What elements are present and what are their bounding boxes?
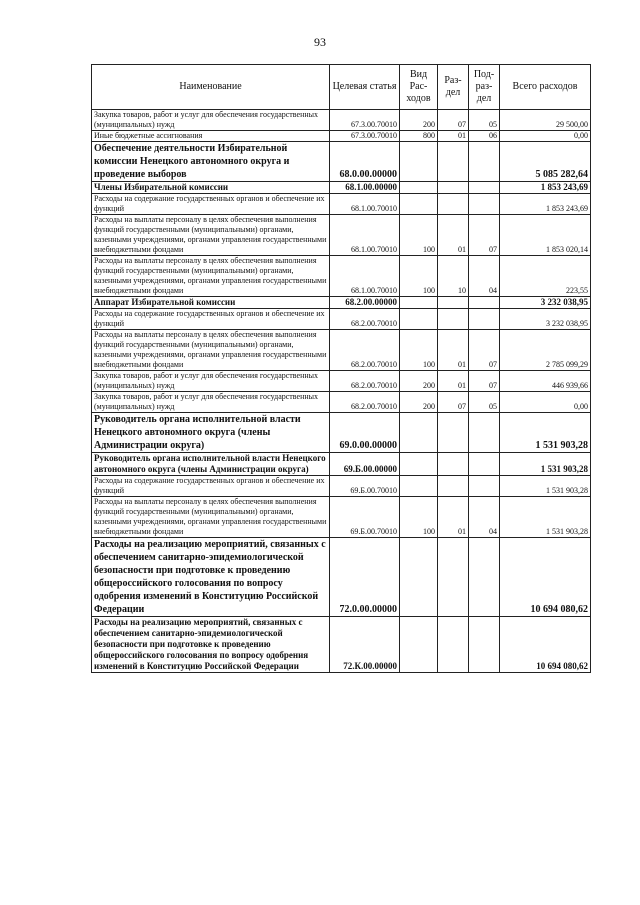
row-section-cell (438, 182, 469, 194)
row-subsection-cell (469, 182, 500, 194)
row-section-cell: 10 (438, 256, 469, 297)
row-expense-type-cell (400, 453, 438, 476)
table-row (92, 194, 591, 215)
row-amount-cell: 446 939,66 (500, 371, 591, 392)
row-expense-type-cell: 200 (400, 392, 438, 413)
row-subsection-cell: 04 (469, 256, 500, 297)
budget-table (91, 64, 591, 673)
row-name-cell: Иные бюджетные ассигнования (92, 131, 330, 142)
table-row (92, 497, 591, 538)
table-row (92, 297, 591, 309)
row-amount-cell: 1 531 903,28 (500, 476, 591, 497)
row-subsection-cell (469, 476, 500, 497)
row-expense-type-cell (400, 142, 438, 182)
row-expense-type-cell: 800 (400, 131, 438, 142)
row-expense-type-cell: 100 (400, 256, 438, 297)
row-subsection-cell: 06 (469, 131, 500, 142)
row-section-cell (438, 142, 469, 182)
row-name-cell: Закупка товаров, работ и услуг для обеспечения государственных (муниципальных) нужд (92, 371, 330, 392)
table-body (92, 110, 591, 673)
row-amount-cell: 3 232 038,95 (500, 309, 591, 330)
row-section-cell: 07 (438, 392, 469, 413)
row-target-article-cell: 67.3.00.70010 (330, 131, 400, 142)
row-subsection-cell: 07 (469, 330, 500, 371)
row-expense-type-cell (400, 538, 438, 617)
row-name-cell: Закупка товаров, работ и услуг для обеспечения государственных (муниципальных) нужд (92, 110, 330, 131)
row-subsection-cell (469, 413, 500, 453)
row-expense-type-cell: 100 (400, 330, 438, 371)
row-target-article-cell: 69.Б.00.70010 (330, 497, 400, 538)
header-target-article: Целевая статья (330, 65, 400, 110)
table-row (92, 538, 591, 617)
row-name-cell: Закупка товаров, работ и услуг для обеспечения государственных (муниципальных) нужд (92, 392, 330, 413)
row-amount-cell: 1 531 903,28 (500, 413, 591, 453)
row-name-cell: Аппарат Избирательной комиссии (92, 297, 330, 309)
table-row (92, 371, 591, 392)
row-section-cell: 07 (438, 110, 469, 131)
row-target-article-cell: 68.1.00.70010 (330, 194, 400, 215)
table-row (92, 413, 591, 453)
row-target-article-cell: 69.Б.00.70010 (330, 476, 400, 497)
header-total-expenses: Всего расходов (500, 65, 591, 110)
row-section-cell (438, 297, 469, 309)
row-amount-cell: 223,55 (500, 256, 591, 297)
row-expense-type-cell: 200 (400, 371, 438, 392)
row-amount-cell: 0,00 (500, 392, 591, 413)
row-subsection-cell (469, 194, 500, 215)
row-name-cell: Члены Избирательной комиссии (92, 182, 330, 194)
row-expense-type-cell (400, 476, 438, 497)
row-subsection-cell (469, 142, 500, 182)
row-amount-cell: 1 853 243,69 (500, 194, 591, 215)
header-expense-type: Вид Рас- ходов (400, 65, 438, 110)
row-section-cell (438, 476, 469, 497)
row-subsection-cell: 07 (469, 215, 500, 256)
row-expense-type-cell (400, 194, 438, 215)
row-name-cell: Расходы на выплаты персоналу в целях обеспечения выполнения функций государственными (муниципальными) органами, казенными учреждениями, органами управления государственными внебюджетными фондами (92, 497, 330, 538)
row-expense-type-cell: 200 (400, 110, 438, 131)
table-row (92, 330, 591, 371)
row-target-article-cell: 68.2.00.70010 (330, 371, 400, 392)
row-section-cell (438, 413, 469, 453)
row-target-article-cell: 72.К.00.00000 (330, 617, 400, 673)
row-subsection-cell (469, 453, 500, 476)
row-subsection-cell: 04 (469, 497, 500, 538)
row-section-cell (438, 617, 469, 673)
row-section-cell: 01 (438, 371, 469, 392)
page-number: 93 (314, 35, 326, 49)
table-row (92, 392, 591, 413)
table-row (92, 142, 591, 182)
row-subsection-cell (469, 538, 500, 617)
table-row (92, 131, 591, 142)
row-amount-cell: 1 853 020,14 (500, 215, 591, 256)
row-subsection-cell (469, 617, 500, 673)
row-target-article-cell: 69.0.00.00000 (330, 413, 400, 453)
header-section: Раз- дел (438, 65, 469, 110)
row-subsection-cell: 05 (469, 392, 500, 413)
row-name-cell: Обеспечение деятельности Избирательной комиссии Ненецкого автономного округа и проведение выборов (92, 142, 330, 182)
row-amount-cell: 1 531 903,28 (500, 453, 591, 476)
row-name-cell: Расходы на выплаты персоналу в целях обеспечения выполнения функций государственными (муниципальными) органами, казенными учреждениями, органами управления государственными внебюджетными фондами (92, 215, 330, 256)
row-target-article-cell: 68.1.00.70010 (330, 215, 400, 256)
row-amount-cell: 10 694 080,62 (500, 617, 591, 673)
table-row (92, 453, 591, 476)
row-subsection-cell (469, 309, 500, 330)
row-amount-cell: 2 785 099,29 (500, 330, 591, 371)
row-expense-type-cell (400, 413, 438, 453)
row-section-cell (438, 309, 469, 330)
row-expense-type-cell (400, 617, 438, 673)
row-name-cell: Расходы на содержание государственных органов и обеспечение их функций (92, 194, 330, 215)
row-amount-cell: 0,00 (500, 131, 591, 142)
table-row (92, 617, 591, 673)
row-section-cell: 01 (438, 215, 469, 256)
row-name-cell: Расходы на выплаты персоналу в целях обеспечения выполнения функций государственными (муниципальными) органами, казенными учреждениями, органами управления государственными внебюджетными фондами (92, 330, 330, 371)
row-name-cell: Расходы на содержание государственных органов и обеспечение их функций (92, 476, 330, 497)
row-name-cell: Расходы на реализацию мероприятий, связанных с обеспечением санитарно-эпидемиологической безопасности при подготовке к проведению общероссийского голосования по вопросу одобрения изменений в Конституцию Российской Федерации (92, 538, 330, 617)
row-name-cell: Расходы на выплаты персоналу в целях обеспечения выполнения функций государственными (муниципальными) органами, казенными учреждениями, органами управления государственными внебюджетными фондами (92, 256, 330, 297)
row-target-article-cell: 68.1.00.00000 (330, 182, 400, 194)
row-target-article-cell: 67.3.00.70010 (330, 110, 400, 131)
row-target-article-cell: 68.0.00.00000 (330, 142, 400, 182)
row-amount-cell: 1 853 243,69 (500, 182, 591, 194)
row-target-article-cell: 68.2.00.70010 (330, 309, 400, 330)
row-section-cell (438, 538, 469, 617)
table-header-row (92, 65, 591, 110)
row-section-cell (438, 194, 469, 215)
row-section-cell: 01 (438, 131, 469, 142)
row-subsection-cell (469, 297, 500, 309)
header-subsection: Под- раз- дел (469, 65, 500, 110)
row-target-article-cell: 68.2.00.70010 (330, 392, 400, 413)
row-target-article-cell: 72.0.00.00000 (330, 538, 400, 617)
row-target-article-cell: 68.2.00.70010 (330, 330, 400, 371)
row-expense-type-cell (400, 309, 438, 330)
row-amount-cell: 5 085 282,64 (500, 142, 591, 182)
row-target-article-cell: 69.Б.00.00000 (330, 453, 400, 476)
row-target-article-cell: 68.1.00.70010 (330, 256, 400, 297)
row-amount-cell: 29 500,00 (500, 110, 591, 131)
row-name-cell: Расходы на реализацию мероприятий, связанных с обеспечением санитарно-эпидемиологической безопасности при подготовке к проведению общероссийского голосования по вопросу одобрения изменений в Конституцию Российской Федерации (92, 617, 330, 673)
row-section-cell: 01 (438, 330, 469, 371)
row-section-cell: 01 (438, 497, 469, 538)
row-name-cell: Руководитель органа исполнительной власти Ненецкого автономного округа (члены Администрации округа) (92, 453, 330, 476)
row-expense-type-cell: 100 (400, 497, 438, 538)
table-row (92, 110, 591, 131)
row-subsection-cell: 07 (469, 371, 500, 392)
row-expense-type-cell (400, 297, 438, 309)
table-row (92, 309, 591, 330)
row-amount-cell: 10 694 080,62 (500, 538, 591, 617)
row-amount-cell: 1 531 903,28 (500, 497, 591, 538)
row-amount-cell: 3 232 038,95 (500, 297, 591, 309)
row-target-article-cell: 68.2.00.00000 (330, 297, 400, 309)
row-subsection-cell: 05 (469, 110, 500, 131)
row-expense-type-cell: 100 (400, 215, 438, 256)
table-row (92, 256, 591, 297)
row-name-cell: Расходы на содержание государственных органов и обеспечение их функций (92, 309, 330, 330)
table-row (92, 215, 591, 256)
row-expense-type-cell (400, 182, 438, 194)
row-section-cell (438, 453, 469, 476)
table-row (92, 182, 591, 194)
row-name-cell: Руководитель органа исполнительной власти Ненецкого автономного округа (члены Администрации округа) (92, 413, 330, 453)
header-name: Наименование (92, 65, 330, 110)
table-row (92, 476, 591, 497)
